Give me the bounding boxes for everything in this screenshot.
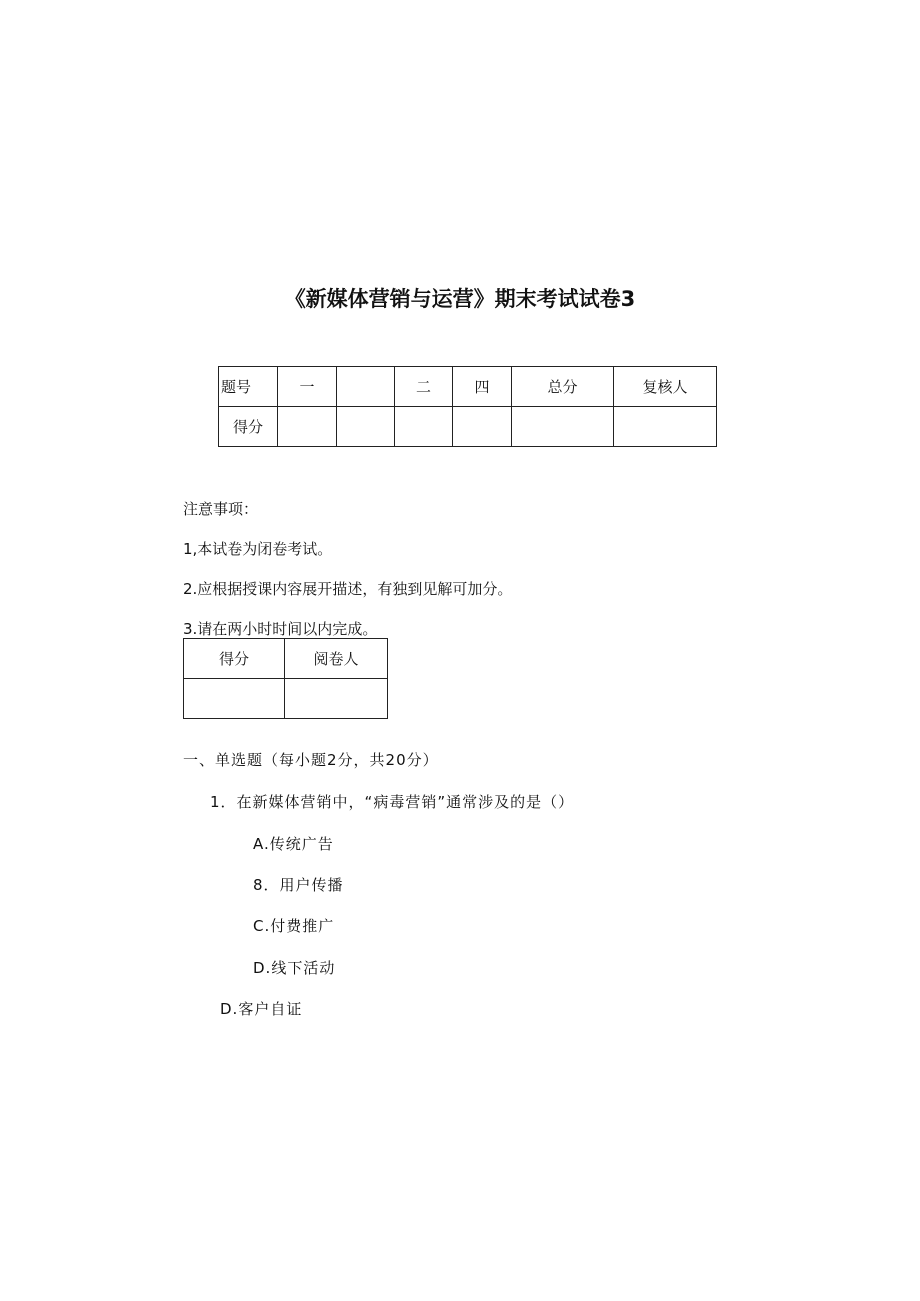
score-cell[interactable] — [453, 407, 512, 447]
exam-title: 《新媒体营销与运营》期末考试试卷3 — [284, 287, 636, 311]
score-table-header-cell: 二 — [395, 367, 453, 407]
score-table-header-cell: 四 — [453, 367, 512, 407]
score-cell[interactable] — [512, 407, 614, 447]
score-row-label: 得分 — [219, 407, 278, 447]
grader-table-header-cell: 阅卷人 — [285, 639, 388, 679]
section-heading: 一、单选题（每小题2分，共20分） — [183, 751, 439, 769]
score-cell[interactable] — [337, 407, 395, 447]
grader-table-header-cell: 得分 — [184, 639, 285, 679]
score-table-score-row — [219, 407, 717, 447]
score-cell[interactable] — [614, 407, 717, 447]
option-item[interactable]: C.付费推广 — [253, 917, 335, 935]
option-item[interactable]: D.线下活动 — [253, 959, 336, 977]
option-item[interactable]: A.传统广告 — [253, 835, 334, 853]
note-item: 1,本试卷为闭卷考试。 — [183, 540, 333, 558]
score-cell[interactable] — [395, 407, 453, 447]
score-table-header-cell: 题号 — [219, 367, 278, 407]
grader-table — [183, 638, 388, 719]
option-item[interactable]: D.客户自证 — [220, 1000, 303, 1018]
grader-table-header-row — [184, 639, 388, 679]
score-table-header-cell — [337, 367, 395, 407]
notes-title: 注意事项： — [183, 500, 259, 518]
grader-table-entry-row — [184, 679, 388, 719]
note-item: 3.请在两小时时间以内完成。 — [183, 620, 378, 638]
score-table-header-cell: 总分 — [512, 367, 614, 407]
note-item: 2.应根据授课内容展开描述，有独到见解可加分。 — [183, 580, 513, 598]
grader-score-cell[interactable] — [184, 679, 285, 719]
score-table-header-cell: 一 — [278, 367, 337, 407]
question-text: 1．在新媒体营销中，“病毒营销”通常涉及的是（） — [210, 793, 575, 811]
score-cell[interactable] — [278, 407, 337, 447]
option-item[interactable]: 8．用户传播 — [253, 876, 344, 894]
score-table-header-row — [219, 367, 717, 407]
score-table — [218, 366, 717, 447]
grader-name-cell[interactable] — [285, 679, 388, 719]
score-table-header-cell: 复核人 — [614, 367, 717, 407]
